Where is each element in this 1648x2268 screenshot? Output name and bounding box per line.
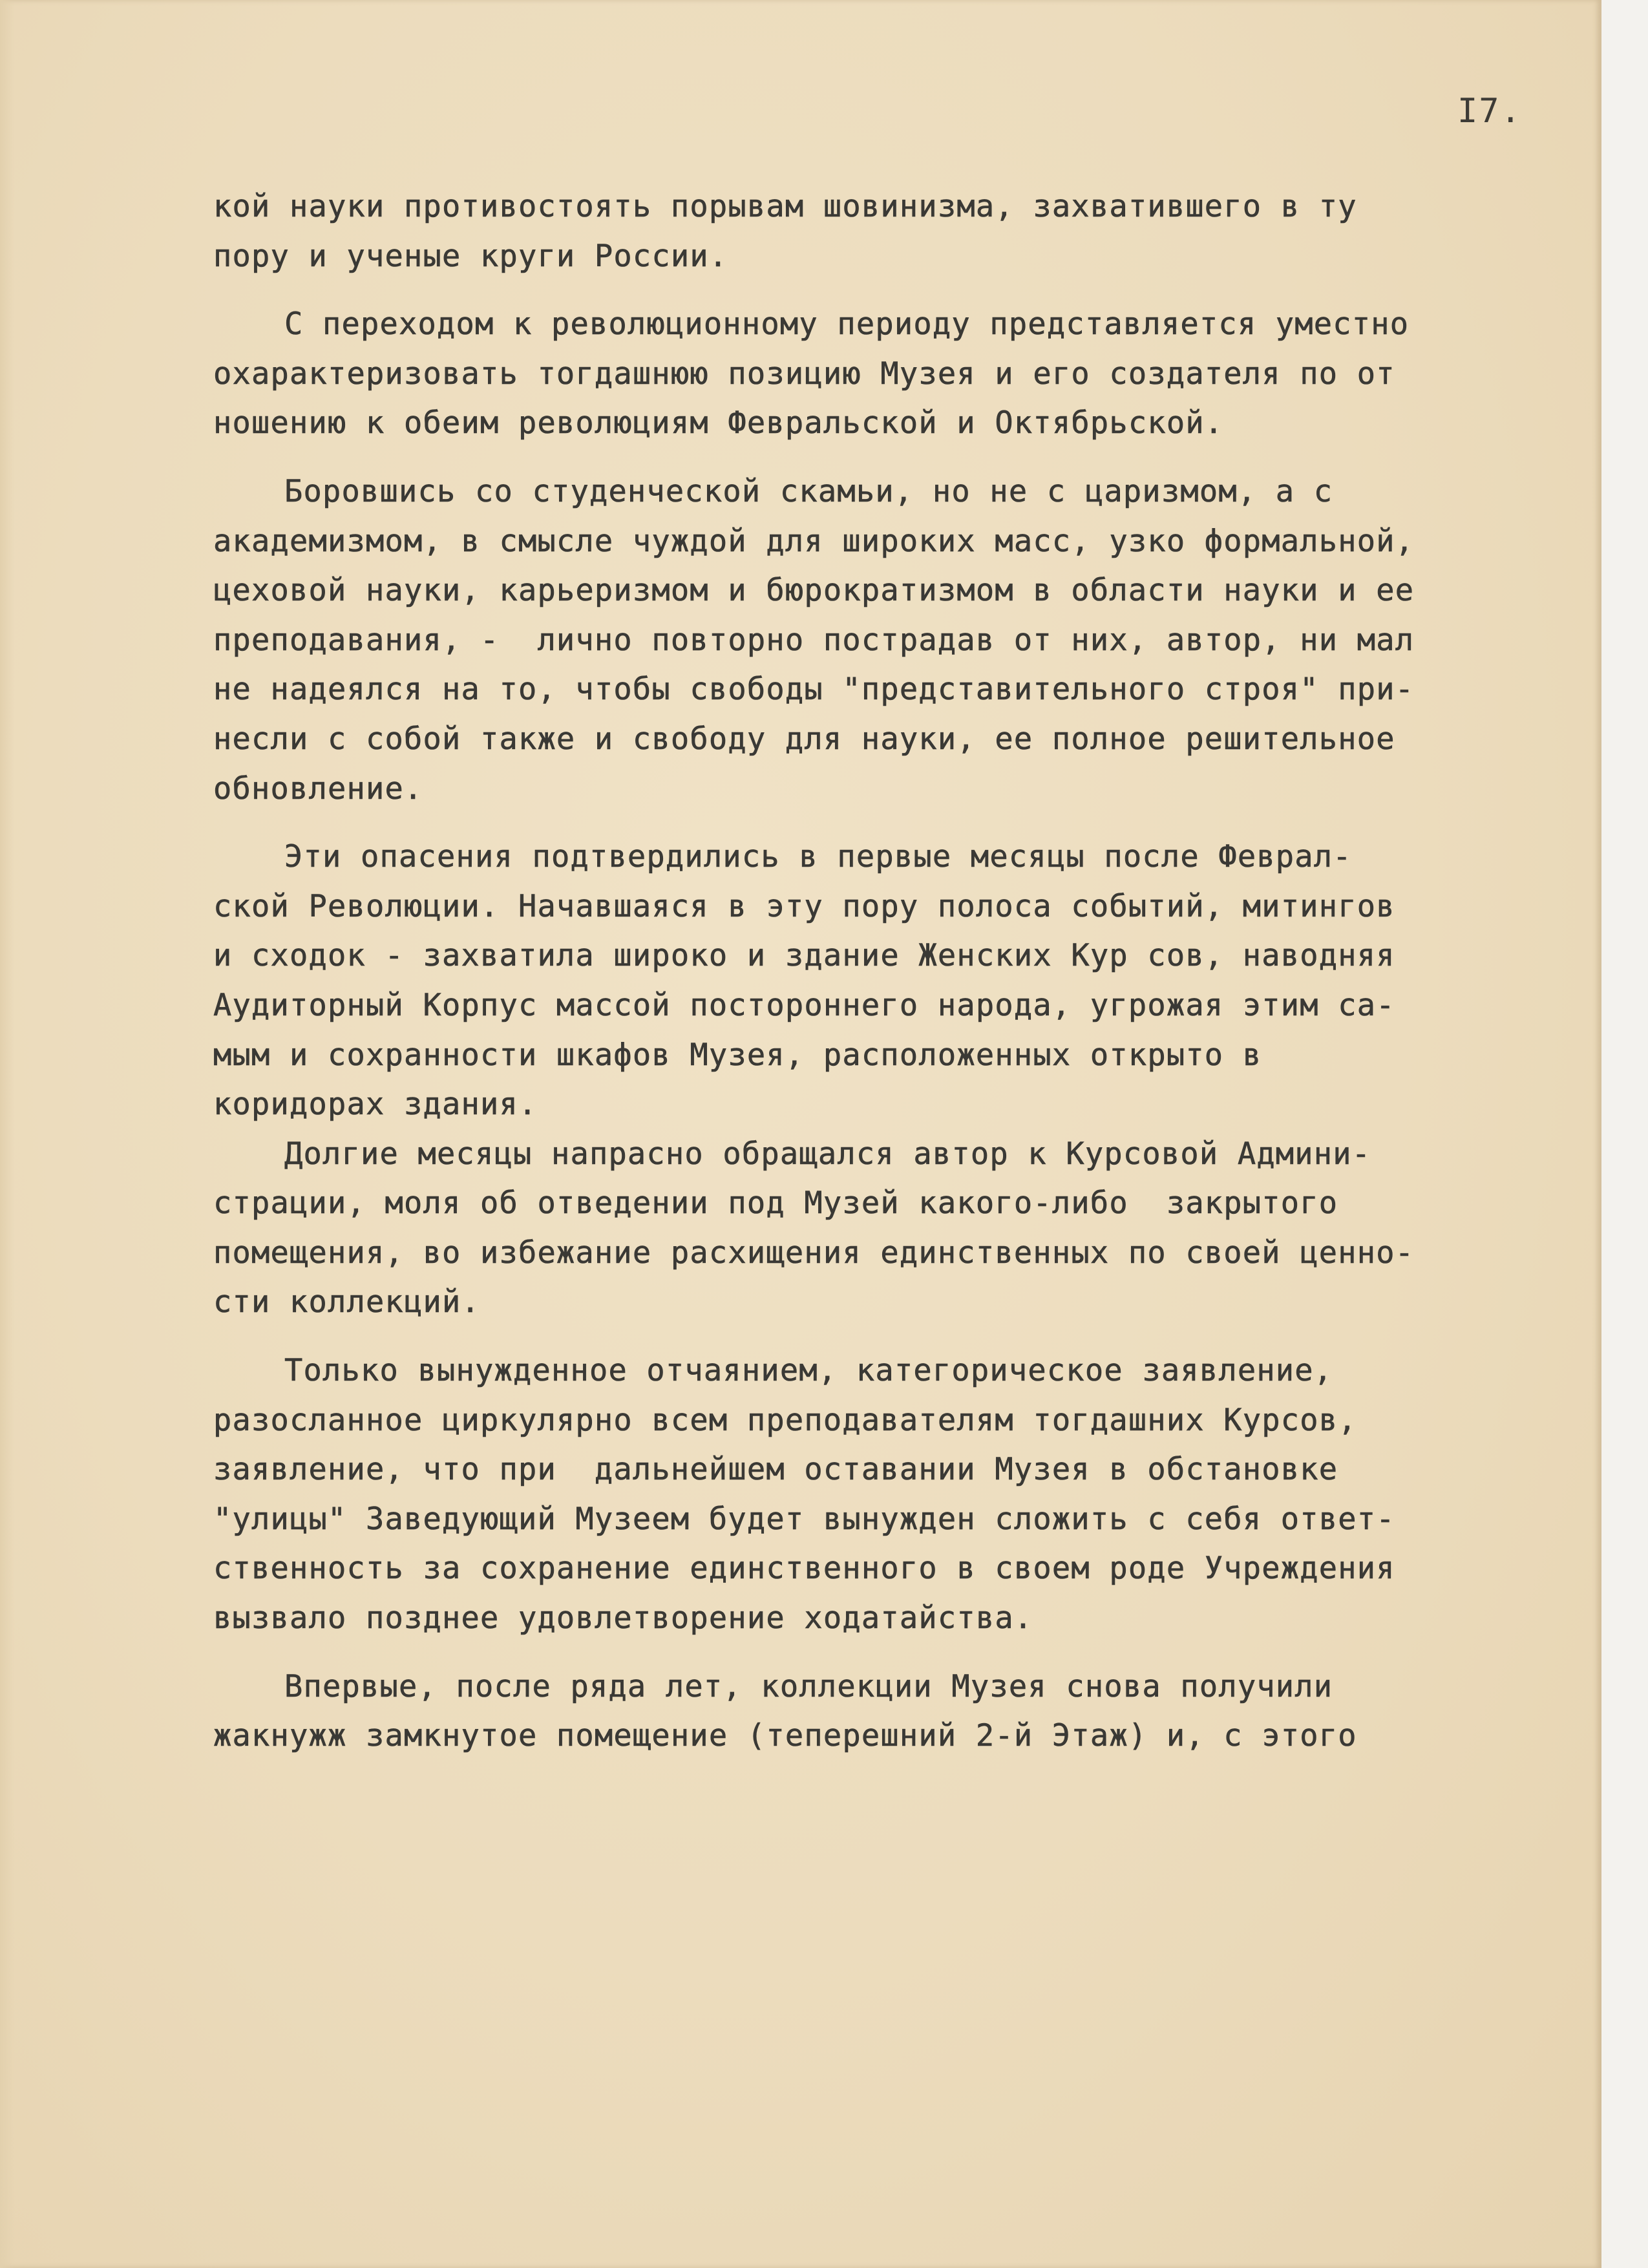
text-line: не надеялся на то, чтобы свободы "представительного строя" при- [213, 672, 1415, 708]
scan-background [1601, 0, 1648, 2268]
page-number: I7. [1457, 92, 1522, 131]
text-line: С переходом к революционному периоду представляется уместно [284, 306, 1410, 343]
body-text [213, 182, 1570, 1761]
text-line: Боровшись со студенческой скамьи, но не с царизмом, а с [284, 473, 1333, 509]
text-line: страции, моля об отведении под Музей какого-либо закрытого [213, 1185, 1338, 1222]
text-line: несли с собой также и свободу для науки, ее полное решительное [213, 721, 1395, 757]
text-line: охарактеризовать тогдашнюю позицию Музея и его создателя по от [213, 355, 1395, 392]
text-line: заявление, что при дальнейшем оставании Музея в обстановке [213, 1452, 1338, 1488]
text-line: коридорах здания. [213, 1086, 538, 1123]
text-line: Только вынужденное отчаянием, категорическое заявление, [284, 1353, 1333, 1389]
text-line: разосланное циркулярно всем преподавателям тогдашних Курсов, [213, 1402, 1357, 1438]
text-line: пору и ученые круги России. [213, 238, 728, 274]
text-line: Впервые, после ряда лет, коллекции Музея снова получили [284, 1668, 1333, 1704]
text-line: сти коллекций. [213, 1284, 480, 1320]
page-edge-shadow [0, 0, 14, 2268]
text-line: вызвало позднее удовлетворение ходатайства. [213, 1600, 1033, 1637]
text-line: Долгие месяцы напрасно обращался автор к Курсовой Админи- [284, 1136, 1371, 1172]
text-line: преподавания, - лично повторно пострадав от них, автор, ни мал [213, 622, 1415, 658]
text-line: Аудиторный Корпус массой постороннего народа, угрожая этим са- [213, 987, 1395, 1023]
text-line: Эти опасения подтвердились в первые месяцы после Феврал- [284, 839, 1352, 875]
text-line: "улицы" Заведующий Музеем будет вынужден сложить с себя ответ- [213, 1501, 1395, 1537]
text-line: академизмом, в смысле чуждой для широких масс, узко формальной, [213, 523, 1415, 559]
text-line: кой науки противостоять порывам шовинизма, захватившего в ту [213, 189, 1357, 224]
text-line: помещения, во избежание расхищения единственных по своей ценно- [213, 1235, 1415, 1271]
text-line: ской Революции. Начавшаяся в эту пору полоса событий, митингов [213, 888, 1395, 924]
text-line: ношению к обеим революциям Февральской и Октябрьской. [213, 405, 1224, 441]
text-line: мым и сохранности шкафов Музея, расположенных открыто в [213, 1037, 1262, 1073]
text-line: обновление. [213, 770, 423, 807]
text-line: жакнужж замкнутое помещение (теперешний 2-й Этаж) и, с этого [213, 1718, 1357, 1754]
text-line: цеховой науки, карьеризмом и бюрократизмом в области науки и ее [213, 573, 1415, 609]
text-line: ственность за сохранение единственного в своем роде Учреждения [213, 1551, 1395, 1587]
text-line: и сходок - захватила широко и здание Женских Кур сов, наводняя [213, 938, 1395, 974]
